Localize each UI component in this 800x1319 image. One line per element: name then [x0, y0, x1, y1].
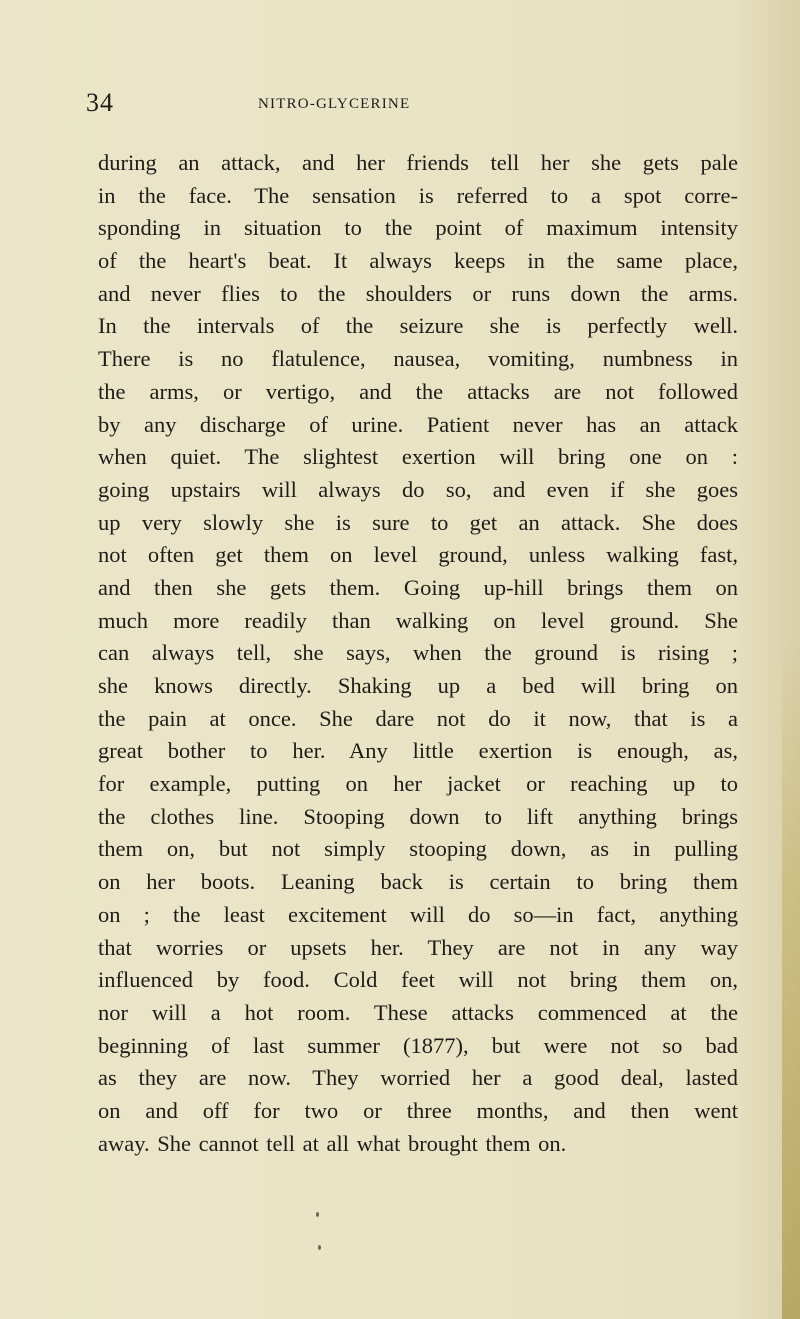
text-line: in the face. The sensation is referred to a spot corre-: [98, 182, 738, 208]
text-line: during an attack, and her friends tell her she gets pale: [98, 150, 738, 175]
text-line: on ; the least excitement will do so—in fact, anything: [98, 901, 738, 927]
text-line: and never flies to the shoulders or runs down the arms.: [98, 280, 738, 306]
text-line: going upstairs will always do so, and even if she goes: [98, 476, 738, 502]
text-line: influenced by food. Cold feet will not bring them on,: [98, 967, 738, 993]
text-line: beginning of last summer (1877), but were not so bad: [98, 1032, 738, 1058]
text-line: she knows directly. Shaking up a bed will bring on: [98, 673, 738, 698]
text-line: and then she gets them. Going up-hill brings them on: [98, 574, 738, 600]
text-line: sponding in situation to the point of maximum intensity: [98, 215, 738, 241]
text-line: up very slowly she is sure to get an attack. She does: [98, 509, 738, 535]
text-line: nor will a hot room. These attacks commenced at the: [98, 999, 738, 1025]
page-number: 34: [86, 88, 114, 117]
text-line: on and off for two or three months, and then went: [98, 1097, 738, 1123]
text-line: by any discharge of urine. Patient never has an attack: [98, 411, 738, 437]
text-line: much more readily than walking on level ground. She: [98, 607, 738, 633]
text-line: on her boots. Leaning back is certain to bring them: [98, 869, 738, 895]
text-line: that worries or upsets her. They are not in any way: [98, 934, 738, 960]
body-paragraph: [98, 147, 738, 1160]
text-line: as they are now. They worried her a good deal, lasted: [98, 1065, 738, 1091]
text-line: not often get them on level ground, unless walking fast,: [98, 542, 738, 568]
text-line: In the intervals of the seizure she is perfectly well.: [98, 313, 738, 339]
text-line: for example, putting on her jacket or reaching up to: [98, 771, 738, 797]
text-line: the arms, or vertigo, and the attacks are not followed: [98, 378, 738, 404]
text-line: the clothes line. Stooping down to lift anything brings: [98, 803, 738, 829]
text-line: the pain at once. She dare not do it now, that is a: [98, 705, 738, 731]
text-line: of the heart's beat. It always keeps in the same place,: [98, 248, 738, 274]
page-edge-stain: [782, 640, 800, 1319]
running-title: NITRO-GLYCERINE: [258, 96, 411, 112]
paper-speck: [316, 1212, 319, 1217]
running-head: [86, 88, 746, 124]
text-line: There is no flatulence, nausea, vomiting, numbness in: [98, 346, 738, 372]
text-line: can always tell, she says, when the ground is rising ;: [98, 640, 738, 666]
paper-speck: [318, 1245, 321, 1250]
text-line: when quiet. The slightest exertion will bring one on :: [98, 444, 738, 470]
text-line: them on, but not simply stooping down, as in pulling: [98, 836, 738, 862]
text-line: great bother to her. Any little exertion is enough, as,: [98, 738, 738, 764]
text-line: away. She cannot tell at all what brought them on.: [98, 1130, 567, 1156]
